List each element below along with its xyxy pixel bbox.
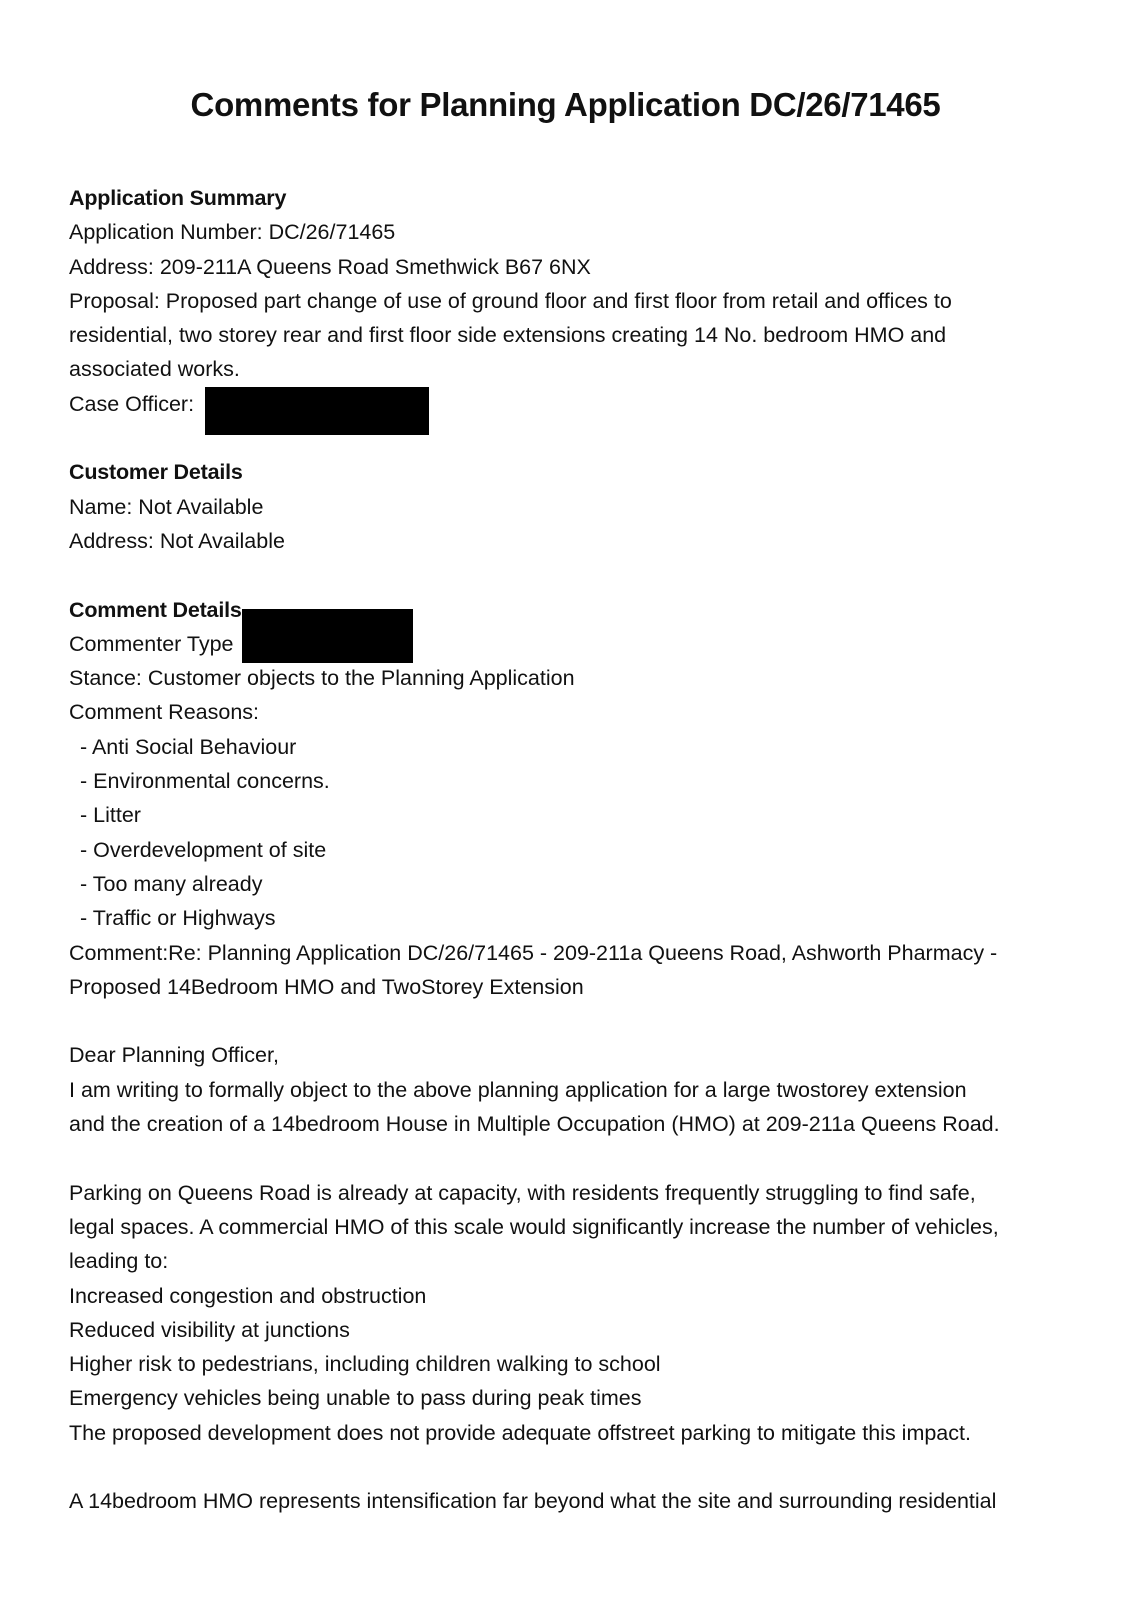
letter-paragraph-1-line-1: I am writing to formally object to the above planning application for a large twostorey extension	[69, 1077, 967, 1102]
comment-reason-item: - Litter	[80, 803, 141, 828]
customer-details-heading: Customer Details	[69, 460, 243, 485]
comment-reason-item: - Anti Social Behaviour	[80, 734, 297, 759]
spacer	[69, 1004, 1079, 1038]
letter-paragraph-2-line-3: leading to:	[69, 1249, 169, 1274]
document-body	[69, 181, 1079, 1519]
application-number: Application Number: DC/26/71465	[69, 220, 396, 245]
letter-paragraph-2-line-1: Parking on Queens Road is already at capacity, with residents frequently struggling to find safe,	[69, 1180, 976, 1205]
application-summary-heading: Application Summary	[69, 186, 287, 210]
letter-paragraph-2-line-2: legal spaces. A commercial HMO of this scale would significantly increase the number of vehicles,	[69, 1214, 999, 1239]
letter-paragraph-3-line-1: A 14bedroom HMO represents intensification far beyond what the site and surrounding residential	[69, 1489, 997, 1514]
comment-reasons-label: Comment Reasons:	[69, 700, 259, 725]
parking-conclusion: The proposed development does not provide adequate offstreet parking to mitigate this impact.	[69, 1420, 971, 1445]
impact-item: Reduced visibility at junctions	[69, 1317, 350, 1342]
impact-item: Increased congestion and obstruction	[69, 1283, 427, 1308]
proposal-line-3: associated works.	[69, 357, 240, 382]
comment-line-1: Comment:Re: Planning Application DC/26/71465 - 209-211a Queens Road, Ashworth Pharmacy -	[69, 940, 998, 965]
customer-address: Address: Not Available	[69, 528, 285, 553]
commenter-type-redaction	[242, 609, 413, 663]
application-address: Address: 209-211A Queens Road Smethwick B67 6NX	[69, 254, 591, 279]
letter-paragraph-1-line-2: and the creation of a 14bedroom House in Multiple Occupation (HMO) at 209-211a Queens Road.	[69, 1112, 1000, 1137]
commenter-type-label: Commenter Type	[69, 631, 234, 656]
case-officer-redaction	[205, 387, 429, 435]
spacer	[69, 558, 1079, 592]
spacer	[69, 1141, 1079, 1175]
proposal-line-2: residential, two storey rear and first floor side extensions creating 14 No. bedroom HMO and	[69, 323, 947, 348]
comment-details-heading: Comment Details	[69, 597, 242, 622]
comment-reason-item: - Too many already	[80, 871, 263, 896]
case-officer-label: Case Officer:	[69, 391, 195, 416]
impact-item: Emergency vehicles being unable to pass during peak times	[69, 1386, 642, 1411]
proposal-line-1: Proposal: Proposed part change of use of ground floor and first floor from retail and offices to	[69, 288, 952, 313]
customer-name: Name: Not Available	[69, 494, 264, 519]
stance: Stance: Customer objects to the Planning Application	[69, 666, 575, 691]
comment-line-2: Proposed 14Bedroom HMO and TwoStorey Extension	[69, 974, 584, 999]
comment-reason-item: - Environmental concerns.	[80, 769, 330, 794]
spacer	[69, 1450, 1079, 1484]
page-title: Comments for Planning Application DC/26/71465	[190, 86, 941, 123]
letter-salutation: Dear Planning Officer,	[69, 1043, 279, 1068]
comment-reason-item: - Overdevelopment of site	[80, 837, 327, 862]
impact-item: Higher risk to pedestrians, including children walking to school	[69, 1352, 661, 1377]
comment-reason-item: - Traffic or Highways	[80, 906, 276, 931]
